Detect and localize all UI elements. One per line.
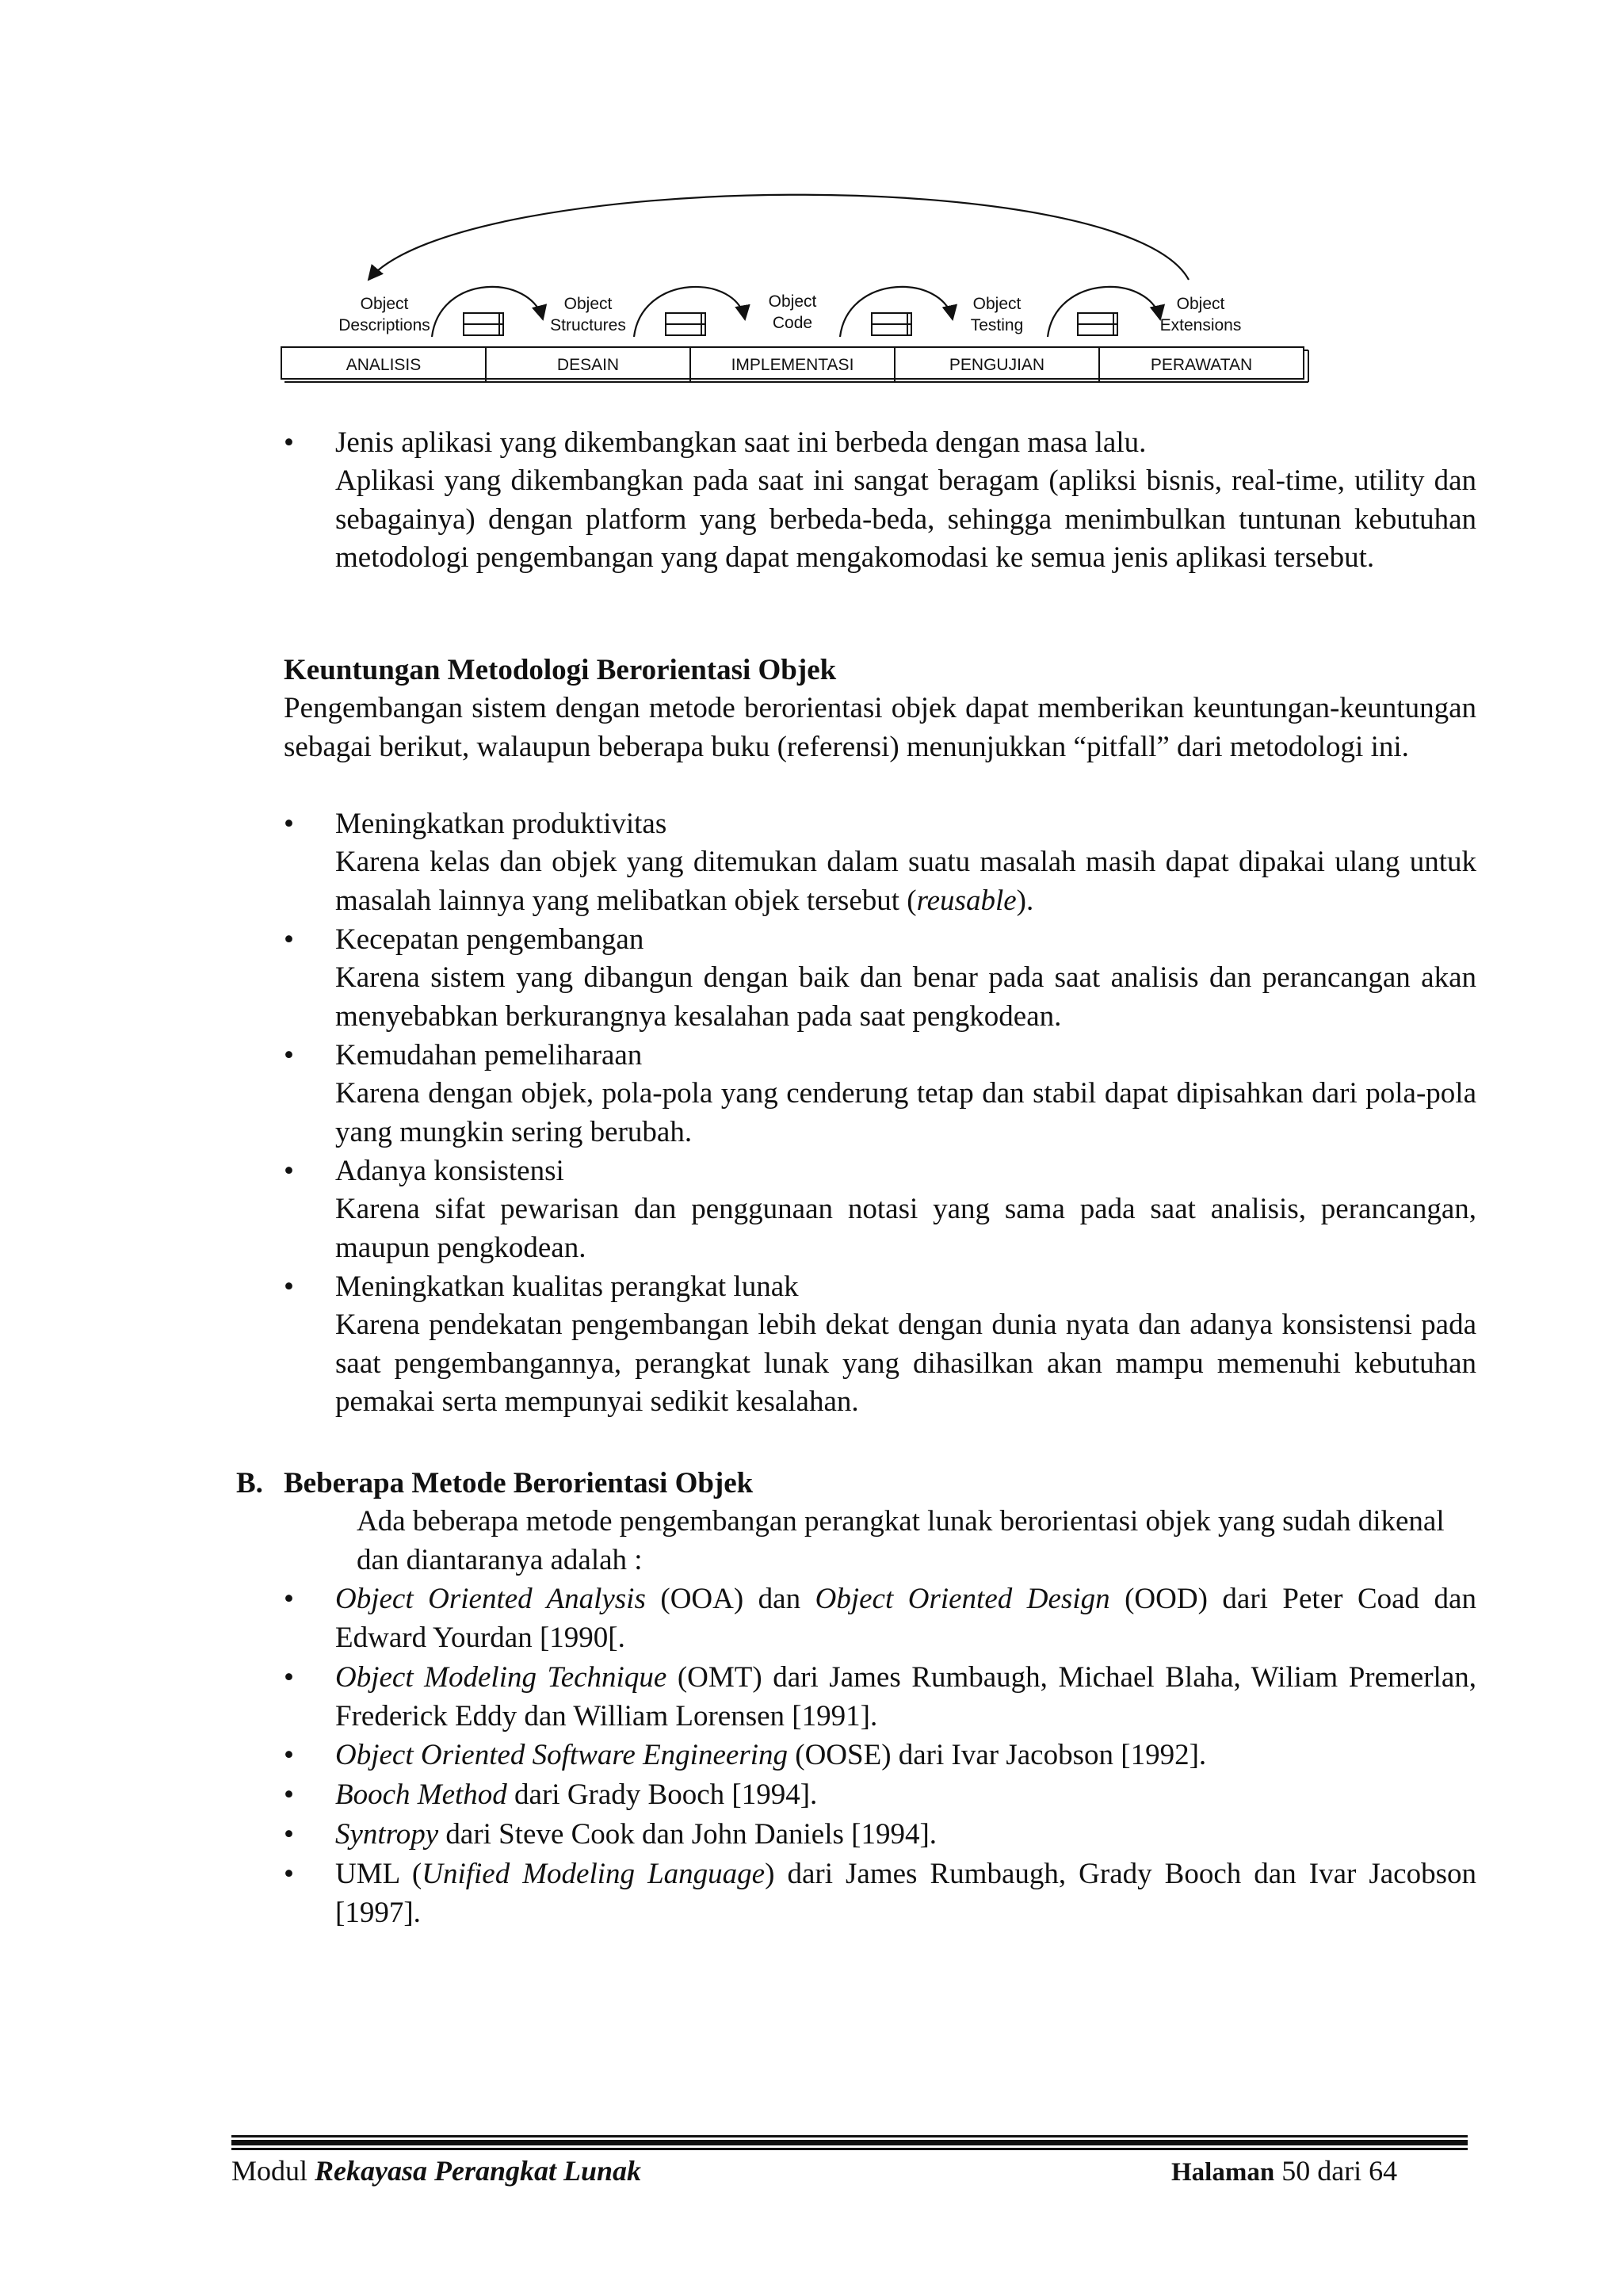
intro-item-body: Aplikasi yang dikembangkan pada saat ini sangat beragam (apliksi bisnis, real-time, utility dan sebagainya) dengan platform yang berbeda-beda, sehingga menimbulkan tuntunan kebutuhan metodologi pengembangan yang dapat mengakomodasi ke semua jenis aplikasi tersebut. [335, 464, 1476, 574]
section-label: B. [236, 1467, 263, 1499]
bullet-icon: • [284, 1270, 294, 1303]
bullet-icon: • [284, 1155, 294, 1187]
footer-right [1171, 2154, 1397, 2187]
stage-label: Object Structures [550, 295, 626, 334]
phase-label: PENGUJIAN [949, 356, 1045, 374]
benefit-title: Meningkatkan produktivitas [335, 808, 667, 840]
benefits-intro: Pengembangan sistem dengan metode berorientasi objek dapat memberikan keuntungan-keuntungan sebagai berikut, walaupun beberapa buku (referensi) menunjukkan “pitfall” dari metodologi ini. [284, 692, 1476, 763]
bullet-icon: • [284, 808, 294, 840]
footer-title: Rekayasa Perangkat Lunak [315, 2155, 642, 2187]
benefit-title: Kemudahan pemeliharaan [335, 1039, 643, 1072]
footer-modul: Modul [231, 2155, 308, 2187]
method-item: UML (Unified Modeling Language) dari James Rumbaugh, Grady Booch dan Ivar Jacobson [1997]. [335, 1858, 1477, 1929]
section-heading: Beberapa Metode Berorientasi Objek [284, 1467, 754, 1499]
bullet-icon: • [284, 1858, 294, 1890]
lifecycle-diagram [269, 186, 1316, 392]
bullet-icon: • [284, 1583, 294, 1615]
arrow-4 [1048, 287, 1160, 337]
method-item: Object Modeling Technique (OMT) dari James Rumbaugh, Michael Blaha, Wiliam Premerlan, Frederick Eddy dan William Lorensen [1991]. [335, 1661, 1476, 1733]
bullet-icon: • [284, 1778, 294, 1811]
method-item: Object Oriented Analysis (OOA) dan Object Oriented Design (OOD) dari Peter Coad dan Edward Yourdan [1990[. [335, 1583, 1476, 1654]
benefit-body: Karena sifat pewarisan dan penggunaan notasi yang sama pada saat analisis, perancangan, maupun pengkodean. [335, 1193, 1476, 1264]
arrow-3 [840, 287, 953, 337]
bullet-icon: • [284, 923, 294, 956]
stage-label: Object Code [768, 292, 817, 332]
arrow-1 [432, 287, 543, 337]
benefit-body: Karena sistem yang dibangun dengan baik dan benar pada saat analisis dan perancangan akan menyebabkan berkurangnya kesalahan pada saat pengkodean. [335, 961, 1476, 1033]
stage-label: Object Descriptions [338, 295, 430, 334]
method-item: Booch Method dari Grady Booch [1994]. [335, 1778, 818, 1811]
stage-label: Object Extensions [1159, 295, 1242, 334]
bullet-icon: • [284, 426, 294, 459]
method-item: Syntropy dari Steve Cook dan John Daniels [1994]. [335, 1818, 938, 1851]
footer-left [231, 2154, 641, 2187]
stage-label: Object Testing [970, 295, 1024, 334]
bullet-icon: • [284, 1739, 294, 1771]
footer-halaman: Halaman [1171, 2158, 1275, 2187]
benefit-title: Meningkatkan kualitas perangkat lunak [335, 1270, 799, 1303]
bullet-icon: • [284, 1661, 294, 1694]
page-number: 50 dari 64 [1281, 2155, 1398, 2187]
phase-label: PERAWATAN [1150, 356, 1253, 374]
bullet-icon: • [284, 1818, 294, 1851]
section-intro: Ada beberapa metode pengembangan perangkat lunak berorientasi objek yang sudah dikenal dan diantaranya adalah : [357, 1505, 1445, 1576]
bullet-icon: • [284, 1039, 294, 1072]
phase-label: ANALISIS [346, 356, 422, 374]
intro-item-title: Jenis aplikasi yang dikembangkan saat ini berbeda dengan masa lalu. [335, 426, 1147, 459]
benefit-title: Kecepatan pengembangan [335, 923, 644, 956]
phase-label: IMPLEMENTASI [731, 356, 854, 374]
benefit-body: Karena pendekatan pengembangan lebih dekat dengan dunia nyata dan adanya konsistensi pada saat pengembangannya, perangkat lunak yang dihasilkan akan mampu memenuhi kebutuhan pemakai serta mempunyai sedikit kesalahan. [335, 1308, 1476, 1418]
arrow-2 [634, 287, 745, 337]
phase-label: DESAIN [556, 356, 620, 374]
footer-rule [231, 2135, 1468, 2153]
benefit-body: Karena dengan objek, pola-pola yang cenderung tetap dan stabil dapat dipisahkan dari pola-pola yang mungkin sering berubah. [335, 1077, 1476, 1148]
method-item: Object Oriented Software Engineering (OOSE) dari Ivar Jacobson [1992]. [335, 1739, 1207, 1771]
benefits-heading: Keuntungan Metodologi Berorientasi Objek [284, 654, 837, 686]
feedback-arc [369, 195, 1189, 280]
benefit-title: Adanya konsistensi [335, 1155, 564, 1187]
benefit-body: Karena kelas dan objek yang ditemukan dalam suatu masalah masih dapat dipakai ulang untuk masalah lainnya yang melibatkan objek tersebut (reusable). [335, 846, 1476, 917]
